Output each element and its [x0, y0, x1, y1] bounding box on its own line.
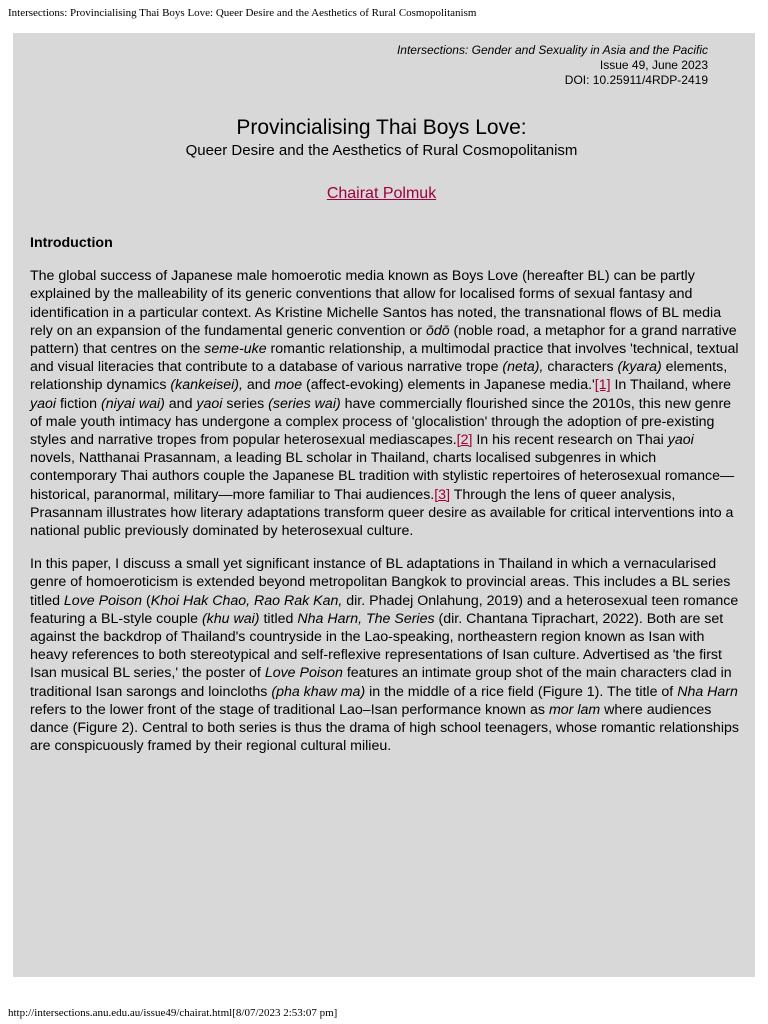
text-run: and	[164, 395, 197, 412]
text-run: novels, Natthanai Prasannam, a leading BL scholar in Thailand, charts localised subgenres in which contemporary Thai authors couple the Japanese BL tradition with stylistic repertoires of heterosexual romance—historical, paranormal, military—more familiar to Thai audiences.	[30, 450, 735, 503]
article-title: Provincialising Thai Boys Love:	[236, 116, 527, 139]
text-run: titled	[259, 610, 298, 627]
article-subtitle: Queer Desire and the Aesthetics of Rural Cosmopolitanism	[185, 142, 578, 159]
footnote-link-2[interactable]: [2]	[456, 432, 473, 449]
browser-print-header: Intersections: Provincialising Thai Boys Love: Queer Desire and the Aesthetics of Rural Cosmopolitanism	[8, 7, 477, 19]
text-run: In this paper, I discuss a small yet significant instance of BL adaptations in Thailand in which a vernacularised genre of homoeroticism is extended beyond metropolitan Bangkok to provincial areas. This includes a BL series titled	[30, 556, 731, 609]
article-panel	[13, 33, 755, 977]
journal-name: Intersections: Gender and Sexuality in Asia and the Pacific	[396, 43, 708, 57]
italic-term: yaoi	[30, 395, 57, 412]
text-run: (affect-evoking) elements in Japanese media.'	[302, 377, 595, 394]
text-run: elements, relationship dynamics	[30, 359, 728, 394]
italic-term: mor lam	[548, 701, 601, 718]
author-link[interactable]: Chairat Polmuk	[326, 185, 437, 202]
italic-term: Nha Harn	[677, 683, 738, 700]
footnote-link-3[interactable]: [3]	[434, 486, 451, 503]
text-run: series	[222, 395, 269, 412]
text-run: features an intimate group shot of the main characters clad in traditional Isan sarongs and loincloths	[30, 665, 732, 700]
italic-term: (kyara)	[617, 359, 662, 376]
italic-term: Khoi Hak Chao, Rao Rak Kan,	[150, 592, 343, 609]
text-run: where audiences dance (Figure 2). Central to both series is thus the drama of high school teenagers, whose romantic relationships are conspicuously framed by their regional cultural milieu.	[30, 701, 739, 755]
article-body	[30, 234, 742, 770]
text-run: In his recent research on Thai	[472, 432, 668, 449]
journal-issue: Issue 49, June 2023	[599, 58, 708, 72]
text-run: The global success of Japanese male homoerotic media known as Boys Love (hereafter BL) can be partly explained by the malleability of its generic conventions that allow for localised forms of sexual fantasy and identification in a particular context. As Kristine Michelle Santos has noted, the transnational flows of BL media rely on an expansion of the fundamental generic convention or	[30, 268, 722, 339]
journal-doi: DOI: 10.25911/4RDP-2419	[564, 73, 708, 87]
paragraph-2	[30, 555, 742, 755]
italic-term: (niyai wai)	[100, 395, 165, 412]
section-heading: Introduction	[30, 235, 113, 251]
browser-print-footer: http://intersections.anu.edu.au/issue49/chairat.html[8/07/2023 2:53:07 pm]	[8, 1007, 338, 1019]
text-run: characters	[543, 359, 618, 376]
text-run: Through the lens of queer analysis, Prasannam illustrates how literary adaptations transform queer desire as available for critical interventions into a national public previously dominated by heterosexual culture.	[30, 486, 734, 540]
italic-term: (series wai)	[268, 395, 341, 412]
text-run: have commercially flourished since the 2010s, this new genre of male youth intimacy has undergone a complex process of 'glocalistion' through the adoption of pre-existing styles and narrative tropes from popular heterosexual mediascapes.	[30, 395, 732, 449]
italic-term: (neta),	[502, 359, 544, 376]
italic-term: seme-uke	[204, 341, 267, 358]
italic-term: ōdō	[425, 322, 450, 339]
italic-term: (kankeisei),	[170, 377, 243, 394]
footnote-link-1[interactable]: [1]	[594, 377, 611, 394]
text-run: fiction	[56, 395, 101, 412]
italic-term: yaoi	[196, 395, 223, 412]
italic-term: moe	[274, 377, 303, 394]
text-run: dir. Phadej Onlahung, 2019) and a heterosexual teen romance featuring a BL-style couple	[30, 592, 739, 627]
text-run: (dir. Chantana Tiprachart, 2022). Both are set against the backdrop of Thailand's countryside in the Lao-speaking, northeastern region known as Isan with heavy references to both stereotypical and self-reflexive representations of Isan culture. Advertised as 'the first Isan musical BL series,' the poster of	[30, 610, 724, 682]
text-run: in the middle of a rice field (Figure 1). The title of	[365, 683, 678, 700]
text-run: and	[242, 377, 275, 394]
text-run: refers to the lower front of the stage of traditional Lao–Isan performance known as	[30, 701, 549, 718]
journal-meta	[397, 43, 708, 88]
text-run: (	[142, 592, 151, 609]
text-run: (noble road, a metaphor for a grand narrative pattern) that centres on the	[30, 322, 737, 358]
text-run: In Thailand, where	[610, 377, 731, 394]
text-run: romantic relationship, a multimodal practice that involves 'technical, textual and visual literacies that contribute to a database of various narrative trope	[30, 341, 739, 376]
italic-term: Nha Harn, The Series	[297, 610, 435, 627]
paragraph-1	[30, 267, 742, 540]
italic-term: Love Poison	[63, 592, 143, 609]
italic-term: yaoi	[667, 432, 694, 449]
title-block	[13, 115, 750, 204]
italic-term: Love Poison	[264, 665, 343, 682]
italic-term: (pha khaw ma)	[271, 683, 366, 700]
italic-term: (khu wai)	[201, 610, 260, 627]
